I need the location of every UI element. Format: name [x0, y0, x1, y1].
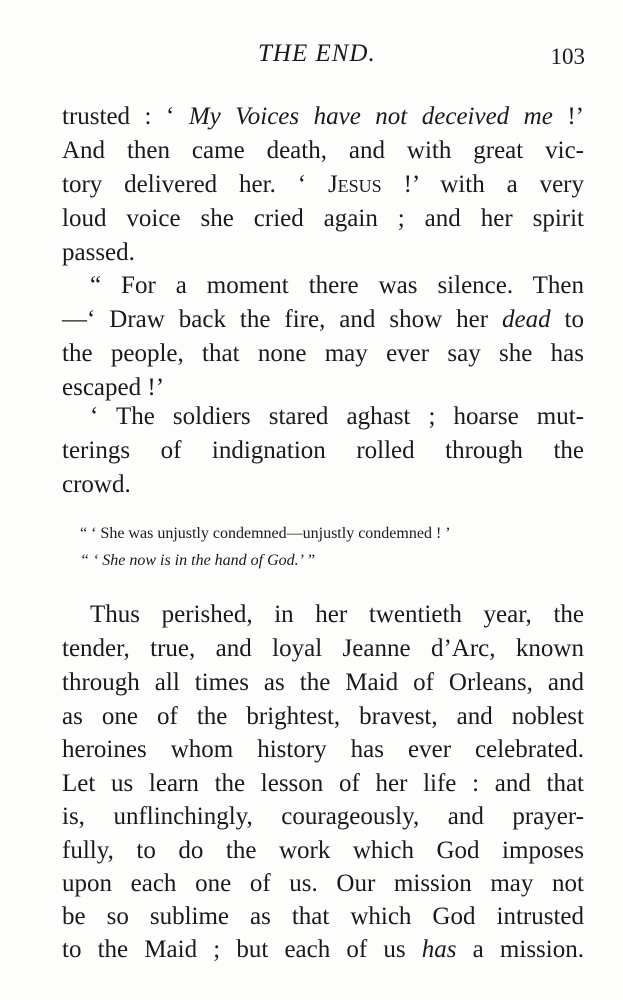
page-header [60, 40, 585, 80]
text-line: upon each one of us. Our mission may not [62, 870, 584, 897]
text-line: terings of indignation rolled through the [62, 437, 584, 464]
text-line: is, unflinchingly, courageously, and prayer- [62, 803, 584, 830]
text-line: Thus perished, in her twentieth year, the [90, 601, 584, 628]
text-line: as one of the brightest, bravest, and noblest [62, 703, 584, 730]
text-line: the people, that none may ever say she has [62, 340, 584, 367]
quote-line: “ ‘ She now is in the hand of God.’ ” [80, 552, 316, 569]
text-line: loud voice she cried again ; and her spirit [62, 205, 584, 232]
text-line: to the Maid ; but each of us has a mission. [62, 936, 584, 963]
text-line: be so sublime as that which God intrusted [62, 903, 584, 930]
text-line: Let us learn the lesson of her life : and that [62, 770, 584, 797]
running-title: THE END. [258, 40, 376, 67]
text-line: tender, true, and loyal Jeanne d’Arc, known [62, 635, 584, 662]
text-line: tory delivered her. ‘ Jesus !’ with a very [62, 171, 584, 198]
text-line: —‘ Draw back the fire, and show her dead to [62, 306, 584, 333]
text-line: passed. [62, 239, 135, 266]
text-line: And then came death, and with great vic- [62, 137, 584, 164]
text-line: crowd. [62, 471, 131, 498]
text-line: heroines whom history has ever celebrated. [62, 736, 584, 763]
page-number: 103 [550, 44, 585, 69]
text-line: trusted : ‘ My Voices have not deceived me !’ [62, 103, 584, 130]
text-line: ‘ The soldiers stared aghast ; hoarse mut- [90, 403, 584, 430]
text-line: “ For a moment there was silence. Then [90, 272, 584, 299]
quote-line: “ ‘ She was unjustly condemned—unjustly condemned ! ’ [80, 525, 451, 542]
text-line: through all times as the Maid of Orleans, and [62, 669, 584, 696]
text-line: escaped !’ [62, 374, 165, 401]
text-line: fully, to do the work which God imposes [62, 837, 584, 864]
